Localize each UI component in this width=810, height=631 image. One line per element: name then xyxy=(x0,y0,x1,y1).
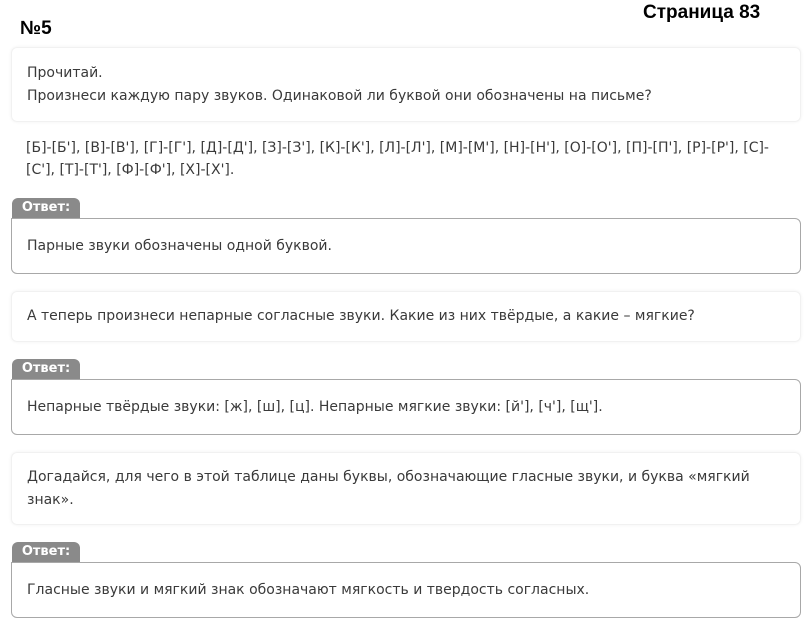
question-line: знак». xyxy=(27,492,74,508)
answer-text: Парные звуки обозначены одной буквой. xyxy=(27,238,332,254)
answer-box xyxy=(11,562,801,618)
answer-tab: Ответ: xyxy=(12,198,80,218)
task-number: №5 xyxy=(20,18,52,39)
answer-tab: Ответ: xyxy=(12,542,80,562)
page-number-label: Страница 83 xyxy=(643,2,761,23)
answer-box xyxy=(11,379,801,435)
sound-pairs-line: [Б]-[Б'], [В]-[В'], [Г]-[Г'], [Д]-[Д'], [З]-[З'], [К]-[К'], [Л]-[Л'], [М]-[М'], [Н]-[Н'], [О]-[О'], [П]-[П'], [Р]-[Р'], [С]- xyxy=(26,140,769,156)
answer-text: Гласные звуки и мягкий знак обозначают мягкость и твердость согласных. xyxy=(27,582,590,598)
sound-pairs-line: [С'], [Т]-[Т'], [Ф]-[Ф'], [Х]-[Х']. xyxy=(26,162,235,178)
answer-text: Непарные твёрдые звуки: [ж], [ш], [ц]. Непарные мягкие звуки: [й'], [ч'], [щ']. xyxy=(27,399,603,415)
question-line: Догадайся, для чего в этой таблице даны буквы, обозначающие гласные звуки, и буква «мягкий xyxy=(27,469,750,485)
answer-box xyxy=(11,218,801,274)
question-block-read xyxy=(11,47,801,122)
question-line: А теперь произнеси непарные согласные звуки. Какие из них твёрдые, а какие – мягкие? xyxy=(27,308,695,324)
answer-tab: Ответ: xyxy=(12,359,80,379)
question-line: Прочитай. xyxy=(27,65,103,81)
question-line: Произнеси каждую пару звуков. Одинаковой ли буквой они обозначены на письме? xyxy=(27,88,652,104)
question-block-unpaired xyxy=(11,291,801,342)
question-block-table xyxy=(11,452,801,525)
